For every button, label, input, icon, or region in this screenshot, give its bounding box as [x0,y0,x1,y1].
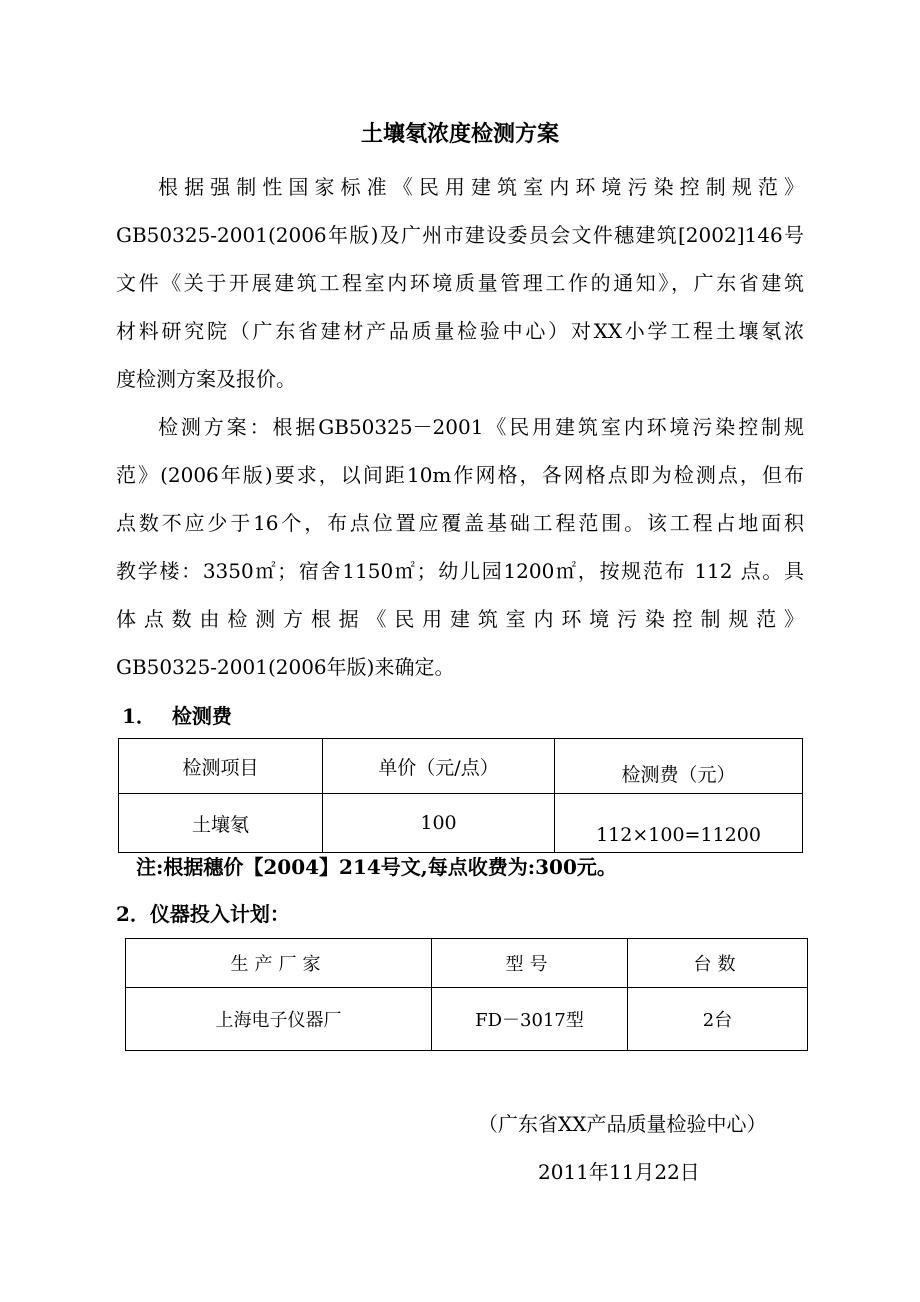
table-row [119,794,803,853]
section1-heading [122,700,232,732]
table-row [126,988,808,1051]
inst-cell-manufacturer: 上海电子仪器厂 [126,988,432,1051]
intro-line-3: 文件《关于开展建筑工程室内环境质量管理工作的通知》，广东省建筑 [116,271,804,295]
plan-line-3: 点数不应少于16个，布点位置应覆盖基础工程范围。该工程占地面积 [116,511,804,535]
plan-line-1: 检测方案：根据GB50325－2001《民用建筑室内环境污染控制规 [158,415,804,439]
fee-note: 注:根据穗价【2004】214号文,每点收费为:300元。 [136,855,617,879]
signature-org: （广东省XX产品质量检验中心） [478,1112,767,1136]
instrument-table-header-row [126,939,808,988]
fee-cell-unit-price: 100 [323,794,555,853]
section1-title: 检测费 [171,704,232,728]
fee-table [118,738,803,853]
section2-heading: 2．仪器投入计划： [116,902,290,926]
signature-date: 2011年11月22日 [538,1160,700,1184]
fee-header-unit-price: 单价（元/点） [323,739,555,794]
plan-line-2: 范》(2006年版)要求，以间距10m作网格，各网格点即为检测点，但布 [116,463,804,487]
instrument-table [125,938,808,1051]
inst-header-manufacturer: 生产厂家 [126,939,432,988]
plan-line-4: 教学楼：3350㎡；宿舍1150㎡；幼儿园1200㎡，按规范布 112 点。具 [116,559,804,583]
fee-table-header-row [119,739,803,794]
intro-line-1: 根据强制性国家标准《民用建筑室内环境污染控制规范》 [158,175,804,199]
inst-header-quantity: 台数 [628,939,808,988]
inst-header-model: 型号 [432,939,628,988]
fee-cell-total: 112×100=11200 [555,794,803,853]
inst-cell-model: FD－3017型 [432,988,628,1051]
section1-number: 1． [122,704,156,728]
plan-line-6: GB50325-2001(2006年版)来确定。 [116,655,455,679]
inst-cell-quantity: 2台 [628,988,808,1051]
intro-line-5: 度检测方案及报价。 [116,367,296,391]
document-title: 土壤氡浓度检测方案 [360,121,559,147]
intro-line-2: GB50325-2001(2006年版)及广州市建设委员会文件穗建筑[2002]146号 [116,223,804,247]
fee-cell-item: 土壤氡 [119,794,323,853]
fee-header-item: 检测项目 [119,739,323,794]
intro-line-4: 材料研究院（广东省建材产品质量检验中心）对XX小学工程土壤氡浓 [116,319,804,343]
fee-header-total: 检测费（元） [555,739,803,794]
plan-line-5: 体点数由检测方根据《民用建筑室内环境污染控制规范》 [116,607,804,631]
